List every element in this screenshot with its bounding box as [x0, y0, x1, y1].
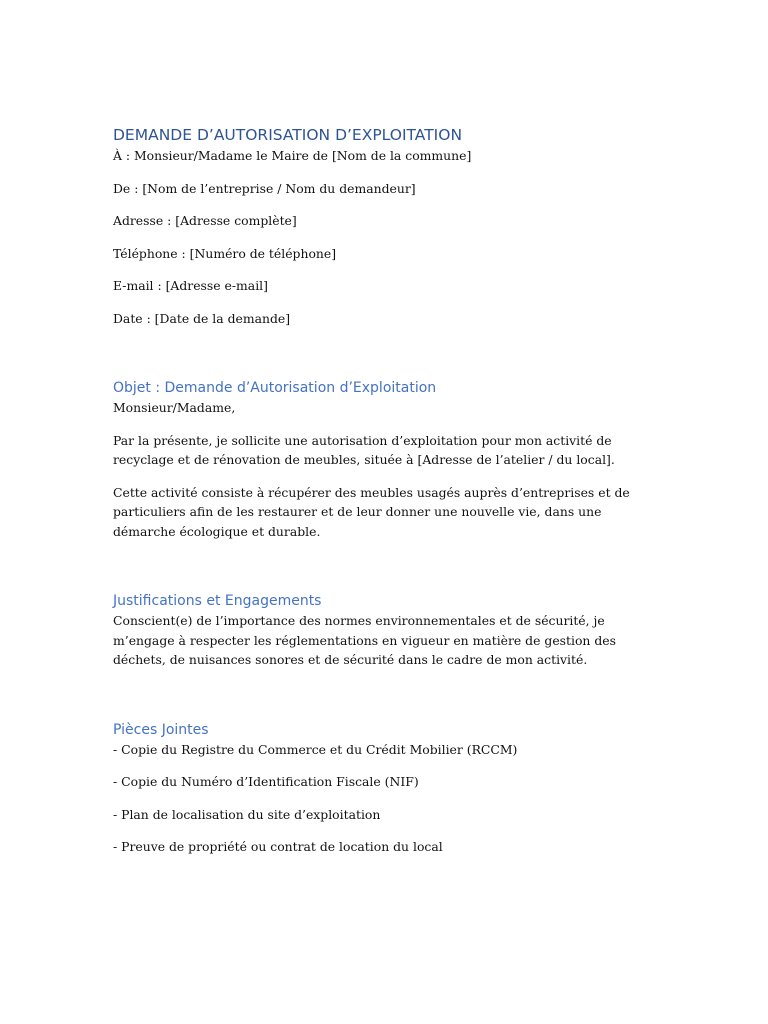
attachment-item: - Preuve de propriété ou contrat de location du local — [113, 839, 443, 854]
activity-paragraph: Cette activité consiste à récupérer des meubles usagés auprès d’entreprises et de particuliers afin de les restaurer et de leur donner une nouvelle vie, dans une démarche écologique et durable. — [113, 484, 630, 539]
recipient-line: À : Monsieur/Madame le Maire de [Nom de la commune] — [113, 148, 472, 163]
attachments-list — [113, 740, 658, 857]
request-paragraph: Par la présente, je sollicite une autorisation d’exploitation pour mon activité de recyclage et de rénovation de meubles, située à [Adresse de l’atelier / du local]. — [113, 432, 615, 467]
email-line: E-mail : [Adresse e-mail] — [113, 278, 268, 293]
phone-line: Téléphone : [Numéro de téléphone] — [113, 245, 337, 261]
address-line: Adresse : [Adresse complète] — [113, 213, 297, 228]
date-line: Date : [Date de la demande] — [113, 310, 291, 326]
document-body — [113, 124, 658, 870]
sender-line: De : [Nom de l’entreprise / Nom du demandeur] — [113, 180, 416, 196]
attachment-item: - Copie du Numéro d’Identification Fiscale (NIF) — [113, 774, 419, 789]
document-title: DEMANDE D’AUTORISATION D’EXPLOITATION — [113, 126, 463, 144]
attachment-item: - Plan de localisation du site d’exploitation — [113, 806, 381, 822]
justifications-heading: Justifications et Engagements — [113, 593, 322, 609]
object-heading: Objet : Demande d’Autorisation d’Exploitation — [113, 380, 437, 396]
commitment-paragraph: Conscient(e) de l’importance des normes environnementales et de sécurité, je m’engage à respecter les réglementations en vigueur en matière de gestion des déchets, de nuisances sonores et de sécurité dans le cadre de mon activité. — [113, 613, 616, 667]
spacer — [113, 328, 658, 378]
attachment-item: - Copie du Registre du Commerce et du Crédit Mobilier (RCCM) — [113, 741, 518, 757]
header-block — [113, 146, 658, 328]
salutation: Monsieur/Madame, — [113, 400, 236, 415]
attachments-heading: Pièces Jointes — [113, 721, 209, 738]
spacer — [113, 670, 658, 720]
spacer — [113, 541, 658, 591]
